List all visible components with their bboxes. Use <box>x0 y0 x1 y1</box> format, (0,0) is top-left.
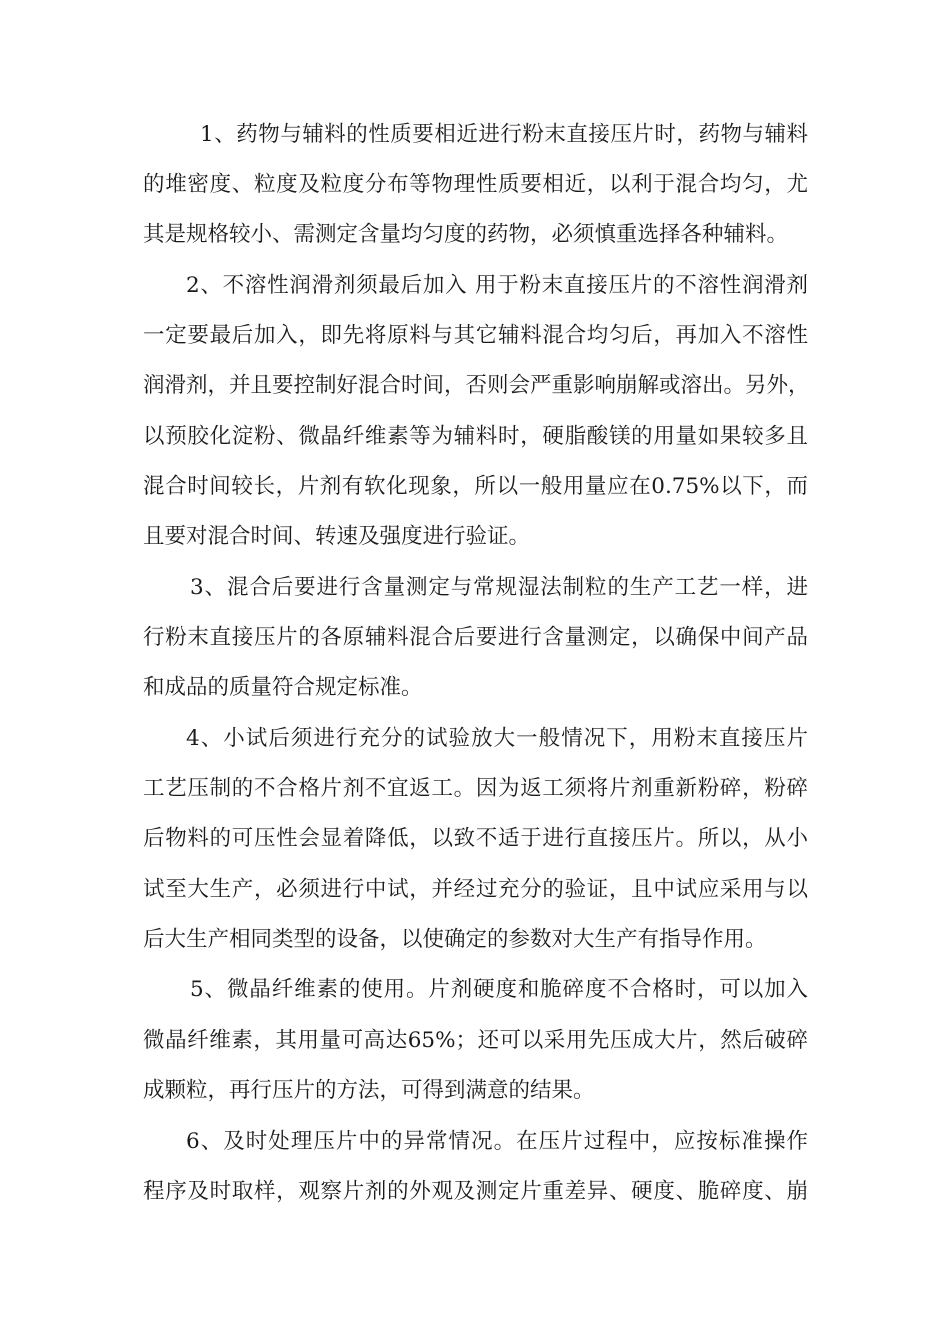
paragraph-4-line-4: 试至大生产，必须进行中试，并经过充分的验证，且中试应采用与以 <box>143 877 808 902</box>
paragraph-5-line-2: 微晶纤维素，其用量可高达65%；还可以采用先压成大片，然后破碎 <box>143 1028 808 1053</box>
paragraph-2-line-2: 一定要最后加入，即先将原料与其它辅料混合均匀后，再加入不溶性 <box>143 323 808 348</box>
paragraph-6-line-1: 6、及时处理压片中的异常情况。在压片过程中，应按标准操作 <box>186 1129 808 1154</box>
paragraph-5-line-1: 5、微晶纤维素的使用。片剂硬度和脆碎度不合格时，可以加入 <box>190 977 808 1002</box>
paragraph-2-line-4: 以预胶化淀粉、微晶纤维素等为辅料时，硬脂酸镁的用量如果较多且 <box>143 424 808 449</box>
paragraph-1-line-1: 1、药物与辅料的性质要相近进行粉末直接压片时，药物与辅料 <box>200 122 808 147</box>
paragraph-1-line-3: 其是规格较小、需测定含量均匀度的药物，必须慎重选择各种辅料。 <box>143 222 789 247</box>
paragraph-4-line-3: 后物料的可压性会显着降低，以致不适于进行直接压片。所以，从小 <box>143 826 808 851</box>
paragraph-2-line-6: 且要对混合时间、转速及强度进行验证。 <box>143 524 531 549</box>
paragraph-3-line-3: 和成品的质量符合规定标准。 <box>143 675 423 700</box>
paragraph-6-line-2: 程序及时取样，观察片剂的外观及测定片重差异、硬度、脆碎度、崩 <box>143 1179 808 1204</box>
paragraph-5-line-3: 成颗粒，再行压片的方法，可得到满意的结果。 <box>143 1078 595 1103</box>
paragraph-4-line-1: 4、小试后须进行充分的试验放大一般情况下，用粉末直接压片 <box>186 726 808 751</box>
paragraph-3-line-2: 行粉末直接压片的各原辅料混合后要进行含量测定，以确保中间产品 <box>143 625 808 650</box>
paragraph-2-line-1: 2、不溶性润滑剂须最后加入 用于粉末直接压片的不溶性润滑剂 <box>186 273 808 298</box>
paragraph-2-line-5: 混合时间较长，片剂有软化现象，所以一般用量应在0.75%以下，而 <box>143 474 808 499</box>
paragraph-3-line-1: 3、混合后要进行含量测定与常规湿法制粒的生产工艺一样，进 <box>190 575 808 600</box>
paragraph-4-line-5: 后大生产相同类型的设备，以使确定的参数对大生产有指导作用。 <box>143 927 767 952</box>
paragraph-4-line-2: 工艺压制的不合格片剂不宜返工。因为返工须将片剂重新粉碎，粉碎 <box>143 776 808 801</box>
paragraph-2-line-3: 润滑剂，并且要控制好混合时间，否则会严重影响崩解或溶出。另外， <box>143 373 810 398</box>
paragraph-1-line-2: 的堆密度、粒度及粒度分布等物理性质要相近，以利于混合均匀，尤 <box>143 172 808 197</box>
